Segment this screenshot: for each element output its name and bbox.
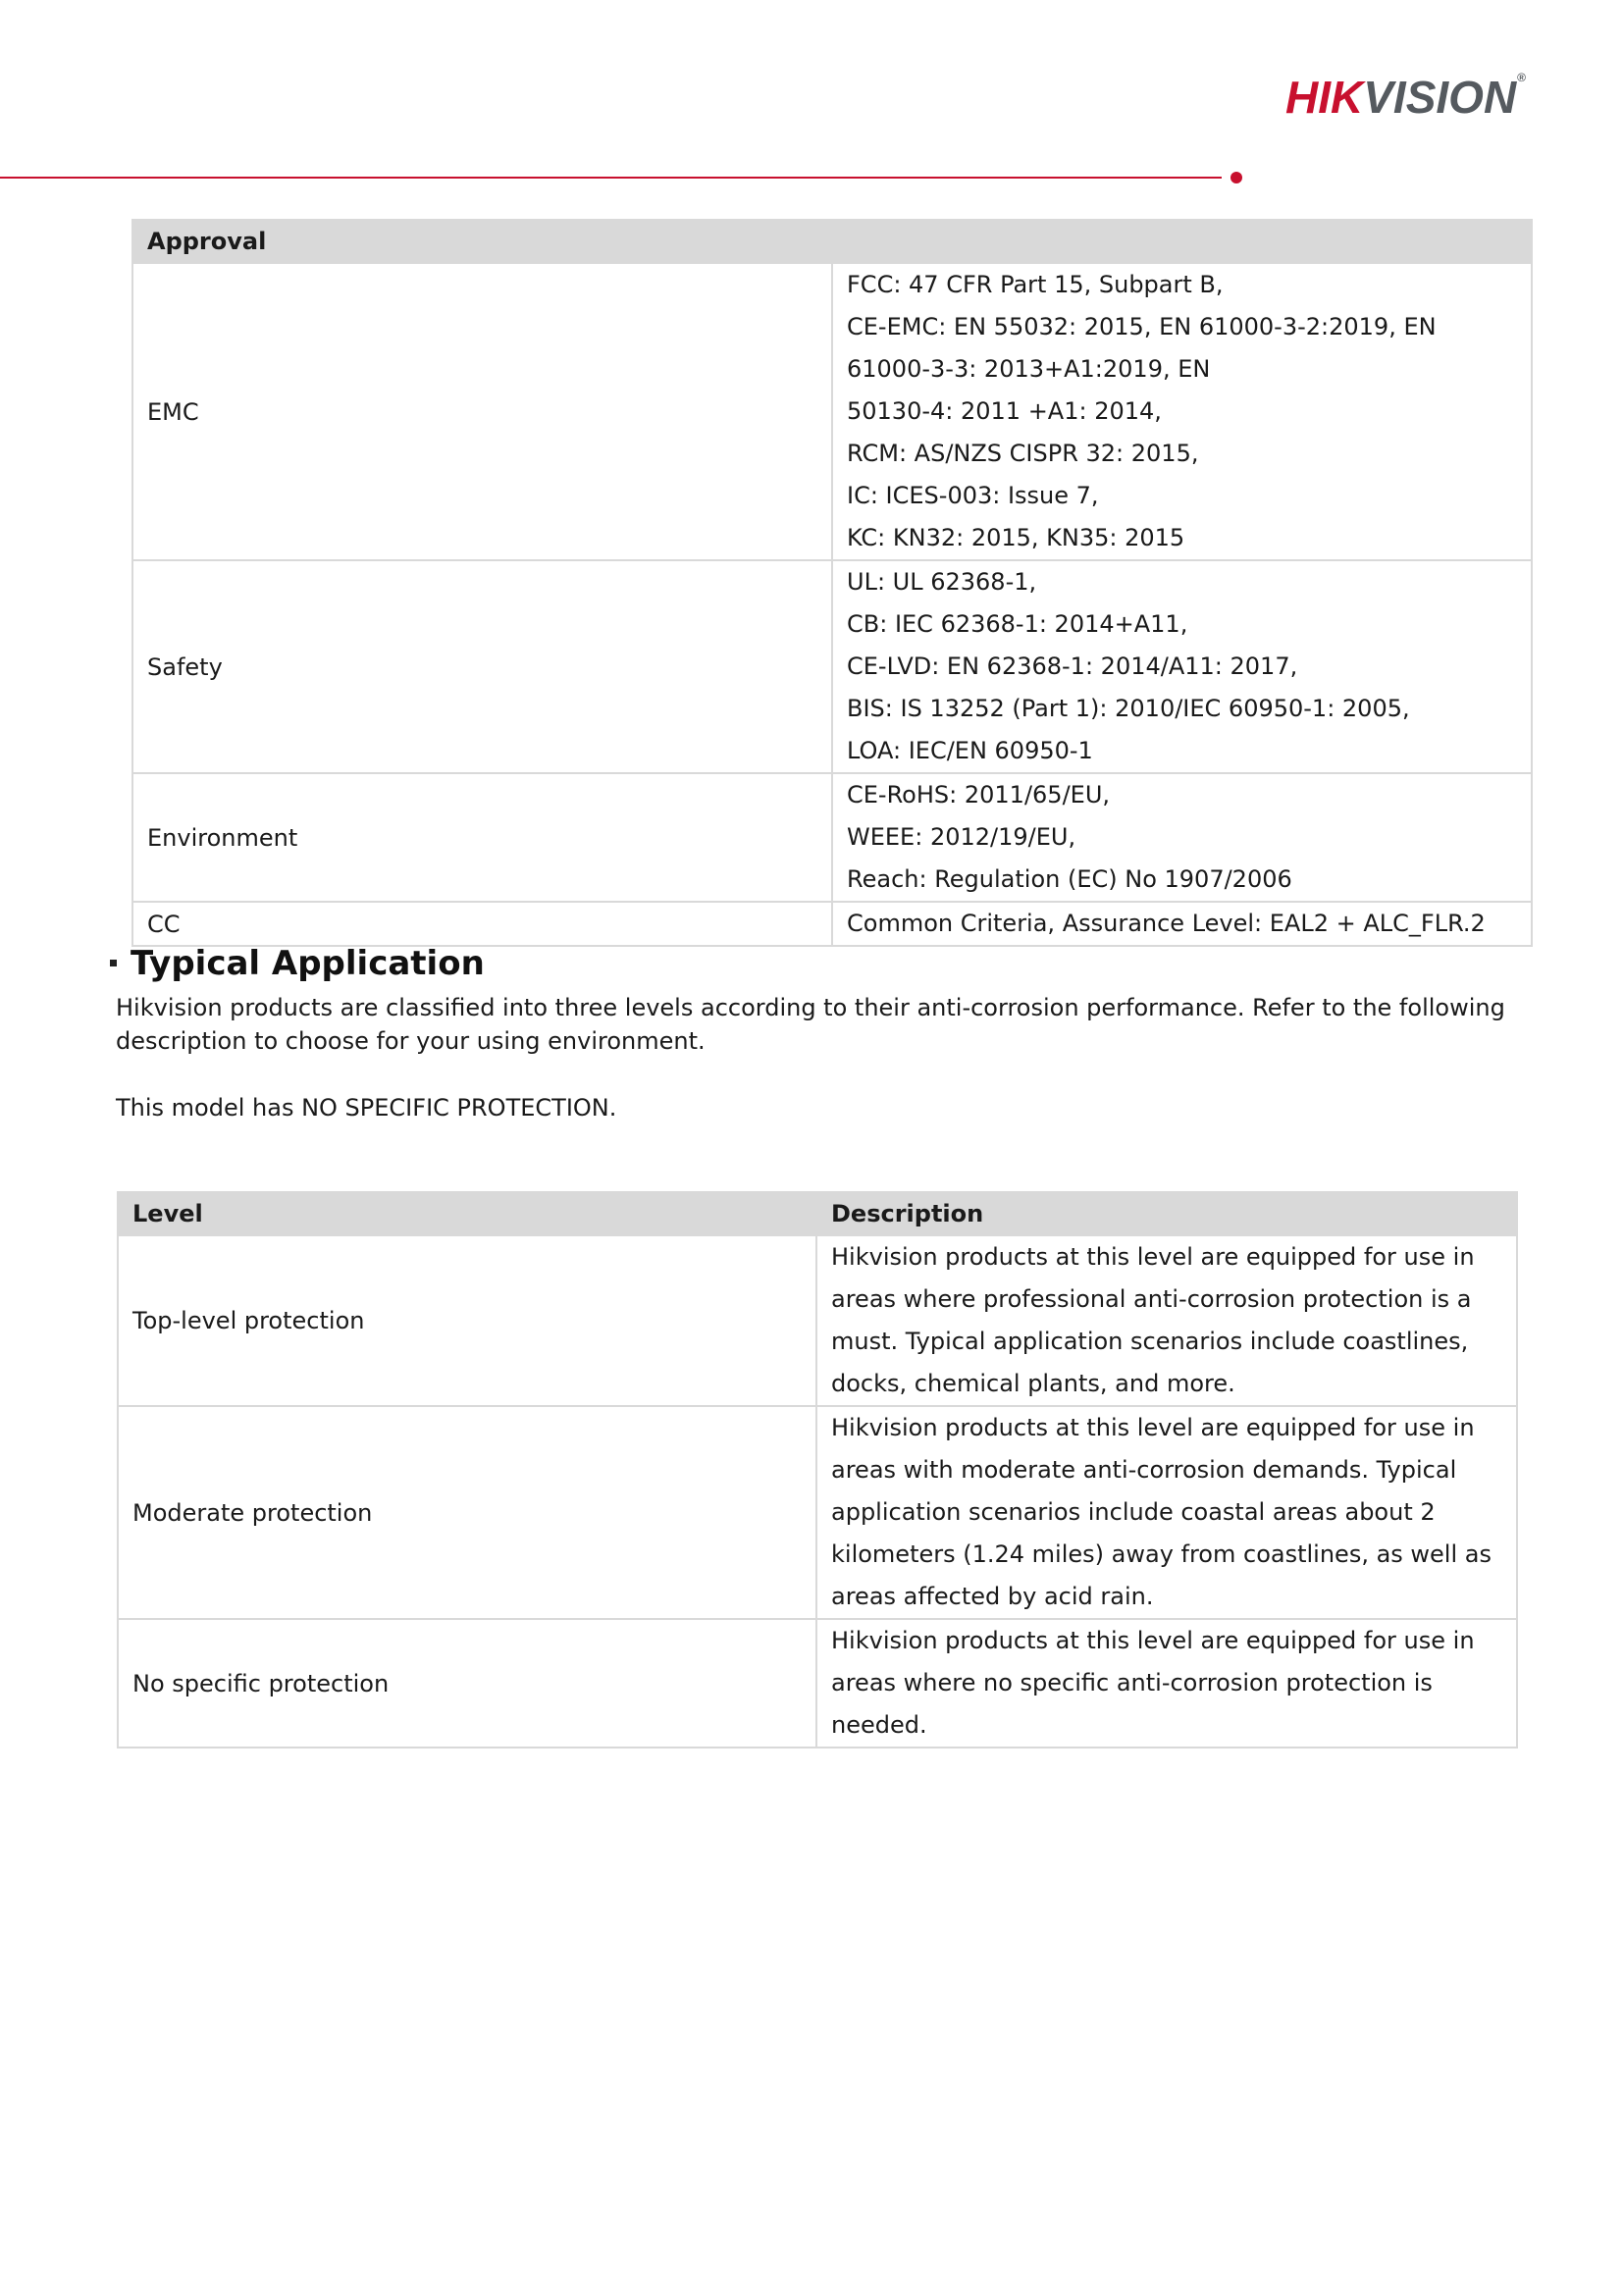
description-line: kilometers (1.24 miles) away from coastlines, as well as: [831, 1540, 1492, 1568]
approval-values: [832, 902, 1532, 946]
description-line: Hikvision products at this level are equipped for use in: [831, 1627, 1475, 1654]
section-heading-typical-application: [110, 944, 485, 983]
header-rule-dot: [1230, 172, 1242, 183]
approval-line: IC: ICES-003: Issue 7,: [847, 482, 1099, 509]
description-line: Hikvision products at this level are equipped for use in: [831, 1243, 1475, 1271]
protection-description: [816, 1406, 1517, 1619]
column-header-description: Description: [816, 1192, 1517, 1235]
protection-row-none: [118, 1619, 1517, 1748]
protection-description: [816, 1619, 1517, 1748]
protection-header-row: [118, 1192, 1517, 1235]
description-line: application scenarios include coastal areas about 2: [831, 1498, 1436, 1526]
protection-level-table: [117, 1191, 1518, 1748]
logo-registered-mark: ®: [1517, 71, 1527, 84]
approval-values: [832, 560, 1532, 773]
description-line: areas where no specific anti-corrosion protection is needed.: [831, 1669, 1433, 1739]
approval-category: Environment: [132, 773, 832, 902]
protection-row-moderate: [118, 1406, 1517, 1619]
approval-row-emc: [132, 263, 1532, 560]
description-line: areas where professional anti-corrosion protection is a: [831, 1285, 1472, 1313]
approval-header: Approval: [132, 220, 1532, 263]
approval-line: RCM: AS/NZS CISPR 32: 2015,: [847, 440, 1199, 467]
approval-row-safety: [132, 560, 1532, 773]
protection-row-top: [118, 1235, 1517, 1406]
protection-level: No specific protection: [118, 1619, 816, 1748]
approval-header-row: [132, 220, 1532, 263]
approval-line: BIS: IS 13252 (Part 1): 2010/IEC 60950-1: 2005,: [847, 695, 1410, 722]
logo-hik: HIK: [1285, 72, 1364, 123]
approval-line: WEEE: 2012/19/EU,: [847, 823, 1076, 851]
approval-category: EMC: [132, 263, 832, 560]
approval-category: CC: [132, 902, 832, 946]
approval-line: FCC: 47 CFR Part 15, Subpart B,: [847, 271, 1224, 298]
hikvision-logo: [1285, 71, 1526, 124]
approval-line: 50130-4: 2011 +A1: 2014,: [847, 397, 1162, 425]
logo-vision: VISION: [1363, 72, 1517, 123]
section-title: Typical Application: [131, 944, 485, 983]
protection-description: [816, 1235, 1517, 1406]
description-line: must. Typical application scenarios include coastlines,: [831, 1328, 1469, 1355]
description-line: areas affected by acid rain.: [831, 1583, 1154, 1610]
approval-line: KC: KN32: 2015, KN35: 2015: [847, 524, 1185, 551]
column-header-level: Level: [118, 1192, 816, 1235]
protection-level: Moderate protection: [118, 1406, 816, 1619]
approval-line: LOA: IEC/EN 60950-1: [847, 737, 1093, 764]
approval-line: CB: IEC 62368-1: 2014+A11,: [847, 610, 1188, 638]
bullet-square-icon: [110, 960, 117, 966]
header-rule: [0, 177, 1222, 179]
description-line: areas with moderate anti-corrosion demands. Typical: [831, 1456, 1457, 1484]
approval-table: [131, 219, 1533, 947]
model-note: This model has NO SPECIFIC PROTECTION.: [116, 1094, 617, 1122]
approval-row-cc: [132, 902, 1532, 946]
approval-category: Safety: [132, 560, 832, 773]
approval-row-environment: [132, 773, 1532, 902]
intro-paragraph: Hikvision products are classified into three levels according to their anti-corrosion performance. Refer to the following description to choose for your using environment.: [116, 994, 1505, 1055]
approval-line: CE-RoHS: 2011/65/EU,: [847, 781, 1111, 809]
approval-values: [832, 773, 1532, 902]
approval-line: CE-LVD: EN 62368-1: 2014/A11: 2017,: [847, 652, 1298, 680]
approval-line: CE-EMC: EN 55032: 2015, EN 61000-3-2:2019, EN 61000-3-3: 2013+A1:2019, EN: [847, 313, 1437, 383]
approval-values: [832, 263, 1532, 560]
approval-line: Common Criteria, Assurance Level: EAL2 + ALC_FLR.2: [847, 910, 1486, 937]
description-line: docks, chemical plants, and more.: [831, 1370, 1235, 1397]
approval-line: UL: UL 62368-1,: [847, 568, 1037, 596]
approval-line: Reach: Regulation (EC) No 1907/2006: [847, 865, 1292, 893]
protection-level: Top-level protection: [118, 1235, 816, 1406]
description-line: Hikvision products at this level are equipped for use in: [831, 1414, 1475, 1441]
